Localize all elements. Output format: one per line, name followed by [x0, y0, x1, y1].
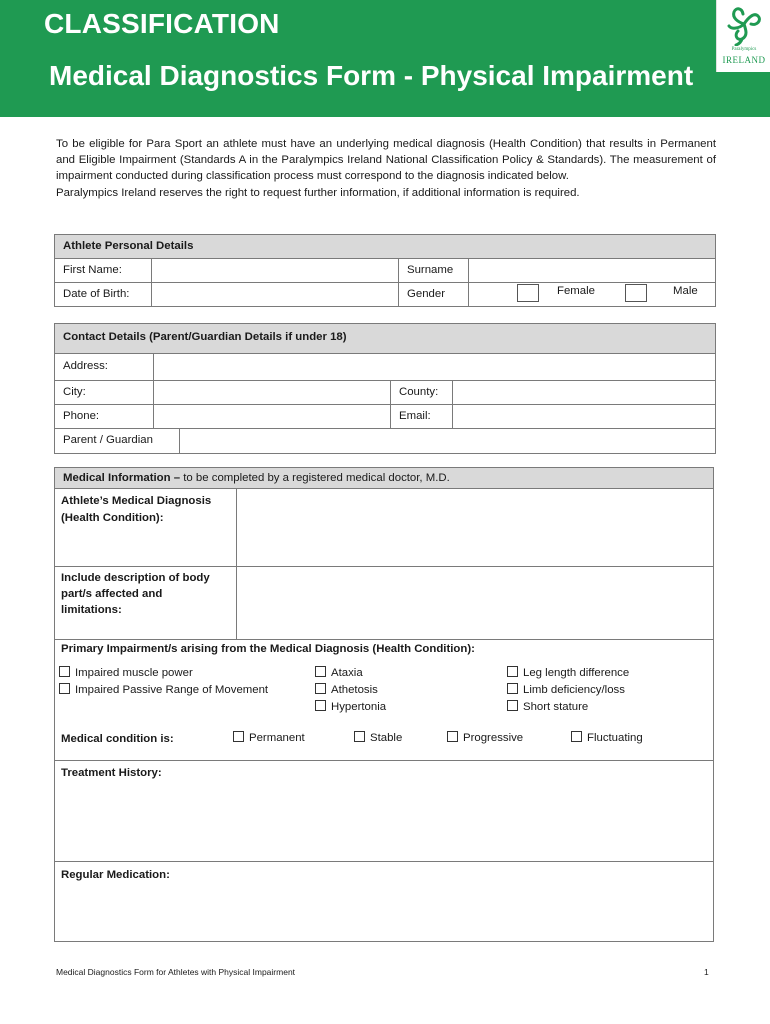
diagnosis-field[interactable] [237, 489, 713, 567]
limb-deficiency-option[interactable] [507, 683, 625, 696]
email-label: Email: [391, 405, 453, 429]
footer-form-name: Medical Diagnostics Form for Athletes with Physical Impairment [56, 967, 296, 977]
parent-guardian-field[interactable] [180, 429, 715, 453]
progressive-checkbox[interactable] [447, 731, 458, 742]
female-label: Female [557, 285, 595, 297]
county-label: County: [391, 381, 453, 405]
first-name-field[interactable] [152, 259, 399, 283]
page-number: 1 [704, 967, 709, 977]
stable-option[interactable] [354, 731, 402, 744]
surname-label: Surname [399, 259, 469, 283]
logo-text-bottom: IRELAND [722, 55, 766, 65]
permanent-label: Permanent [249, 732, 305, 744]
limb-deficiency-checkbox[interactable] [507, 683, 518, 694]
fluctuating-checkbox[interactable] [571, 731, 582, 742]
medical-condition-label: Medical condition is: [61, 733, 174, 745]
first-name-label: First Name: [55, 259, 152, 283]
shamrock-icon [724, 4, 764, 46]
phone-field[interactable] [154, 405, 391, 429]
description-label-line1: Include description of body [61, 572, 210, 584]
city-label: City: [55, 381, 154, 405]
dob-field[interactable] [152, 283, 399, 307]
dob-label: Date of Birth: [55, 283, 152, 307]
contact-details-section [54, 323, 716, 454]
permanent-checkbox[interactable] [233, 731, 244, 742]
short-stature-checkbox[interactable] [507, 700, 518, 711]
address-label: Address: [55, 354, 154, 381]
short-stature-option[interactable] [507, 700, 588, 713]
male-label: Male [673, 285, 698, 297]
city-field[interactable] [154, 381, 391, 405]
intro-paragraph-rights: Paralympics Ireland reserves the right to request further information, if additional information is required. [56, 187, 580, 199]
short-stature-label: Short stature [523, 701, 589, 713]
stable-checkbox[interactable] [354, 731, 365, 742]
parent-guardian-label: Parent / Guardian [55, 429, 180, 453]
hypertonia-option[interactable] [315, 700, 386, 713]
impaired-passive-rom-label: Impaired Passive Range of Movement [75, 684, 269, 696]
logo-text-top: Paralympics [731, 47, 757, 52]
diagnosis-label-line1: Athlete’s Medical Diagnosis [61, 495, 212, 507]
description-label-line3: limitations: [61, 604, 122, 616]
county-field[interactable] [453, 381, 715, 405]
form-title: Medical Diagnostics Form - Physical Impairment [49, 60, 694, 91]
primary-impairment-heading: Primary Impairment/s arising from the Medical Diagnosis (Health Condition): [61, 643, 475, 655]
diagnosis-label-line2: (Health Condition): [61, 512, 164, 524]
description-label-line2: part/s affected and [61, 588, 163, 600]
surname-field[interactable] [469, 259, 715, 283]
ataxia-checkbox[interactable] [315, 666, 326, 677]
page-header [0, 0, 770, 117]
ataxia-option[interactable] [315, 666, 363, 679]
impaired-muscle-power-option[interactable] [59, 666, 193, 679]
gender-label: Gender [399, 283, 469, 307]
ataxia-label: Ataxia [331, 667, 363, 679]
regular-medication-label: Regular Medication: [61, 869, 170, 881]
athetosis-label: Athetosis [331, 684, 378, 696]
intro-paragraph-eligibility: To be eligible for Para Sport an athlete must have an underlying medical diagnosis (Health Condition) that results in Permanent and Eligible Impairment (Standards A in the Paralympics Ireland National Classification Policy & Standards). The measurement of impairment conducted during classification process must correspond to the diagnosis indicated below. [56, 138, 716, 182]
progressive-label: Progressive [463, 732, 524, 744]
female-checkbox[interactable] [517, 284, 539, 302]
athlete-details-section [54, 234, 716, 307]
address-field[interactable] [154, 354, 715, 381]
leg-length-checkbox[interactable] [507, 666, 518, 677]
medical-information-section [54, 467, 714, 942]
permanent-option[interactable] [233, 731, 305, 744]
medical-information-heading-bold: Medical Information – [63, 472, 181, 484]
athetosis-option[interactable] [315, 683, 378, 696]
treatment-history-label: Treatment History: [61, 767, 162, 779]
hypertonia-label: Hypertonia [331, 701, 387, 713]
progressive-option[interactable] [447, 731, 523, 744]
medical-information-heading [55, 468, 713, 489]
fluctuating-option[interactable] [571, 731, 643, 744]
treatment-history-field[interactable] [55, 761, 713, 862]
diagnosis-label-cell [55, 489, 237, 567]
limb-deficiency-label: Limb deficiency/loss [523, 684, 625, 696]
fluctuating-label: Fluctuating [587, 732, 643, 744]
contact-details-heading: Contact Details (Parent/Guardian Details if under 18) [55, 324, 715, 354]
athlete-details-heading: Athlete Personal Details [55, 235, 715, 259]
male-checkbox[interactable] [625, 284, 647, 302]
classification-heading: CLASSIFICATION [44, 8, 280, 39]
impaired-passive-rom-option[interactable] [59, 683, 268, 696]
description-label-cell [55, 567, 237, 640]
medical-condition-row [55, 724, 713, 761]
impaired-passive-rom-checkbox[interactable] [59, 683, 70, 694]
athetosis-checkbox[interactable] [315, 683, 326, 694]
phone-label: Phone: [55, 405, 154, 429]
regular-medication-field[interactable] [55, 862, 713, 941]
stable-label: Stable [370, 732, 403, 744]
description-field[interactable] [237, 567, 713, 640]
impaired-muscle-power-label: Impaired muscle power [75, 667, 193, 679]
intro-text [56, 136, 716, 201]
email-field[interactable] [453, 405, 715, 429]
hypertonia-checkbox[interactable] [315, 700, 326, 711]
leg-length-option[interactable] [507, 666, 629, 679]
leg-length-label: Leg length difference [523, 667, 630, 679]
medical-information-heading-note: to be completed by a registered medical doctor, M.D. [180, 472, 450, 484]
paralympics-ireland-logo [716, 0, 770, 72]
impaired-muscle-power-checkbox[interactable] [59, 666, 70, 677]
